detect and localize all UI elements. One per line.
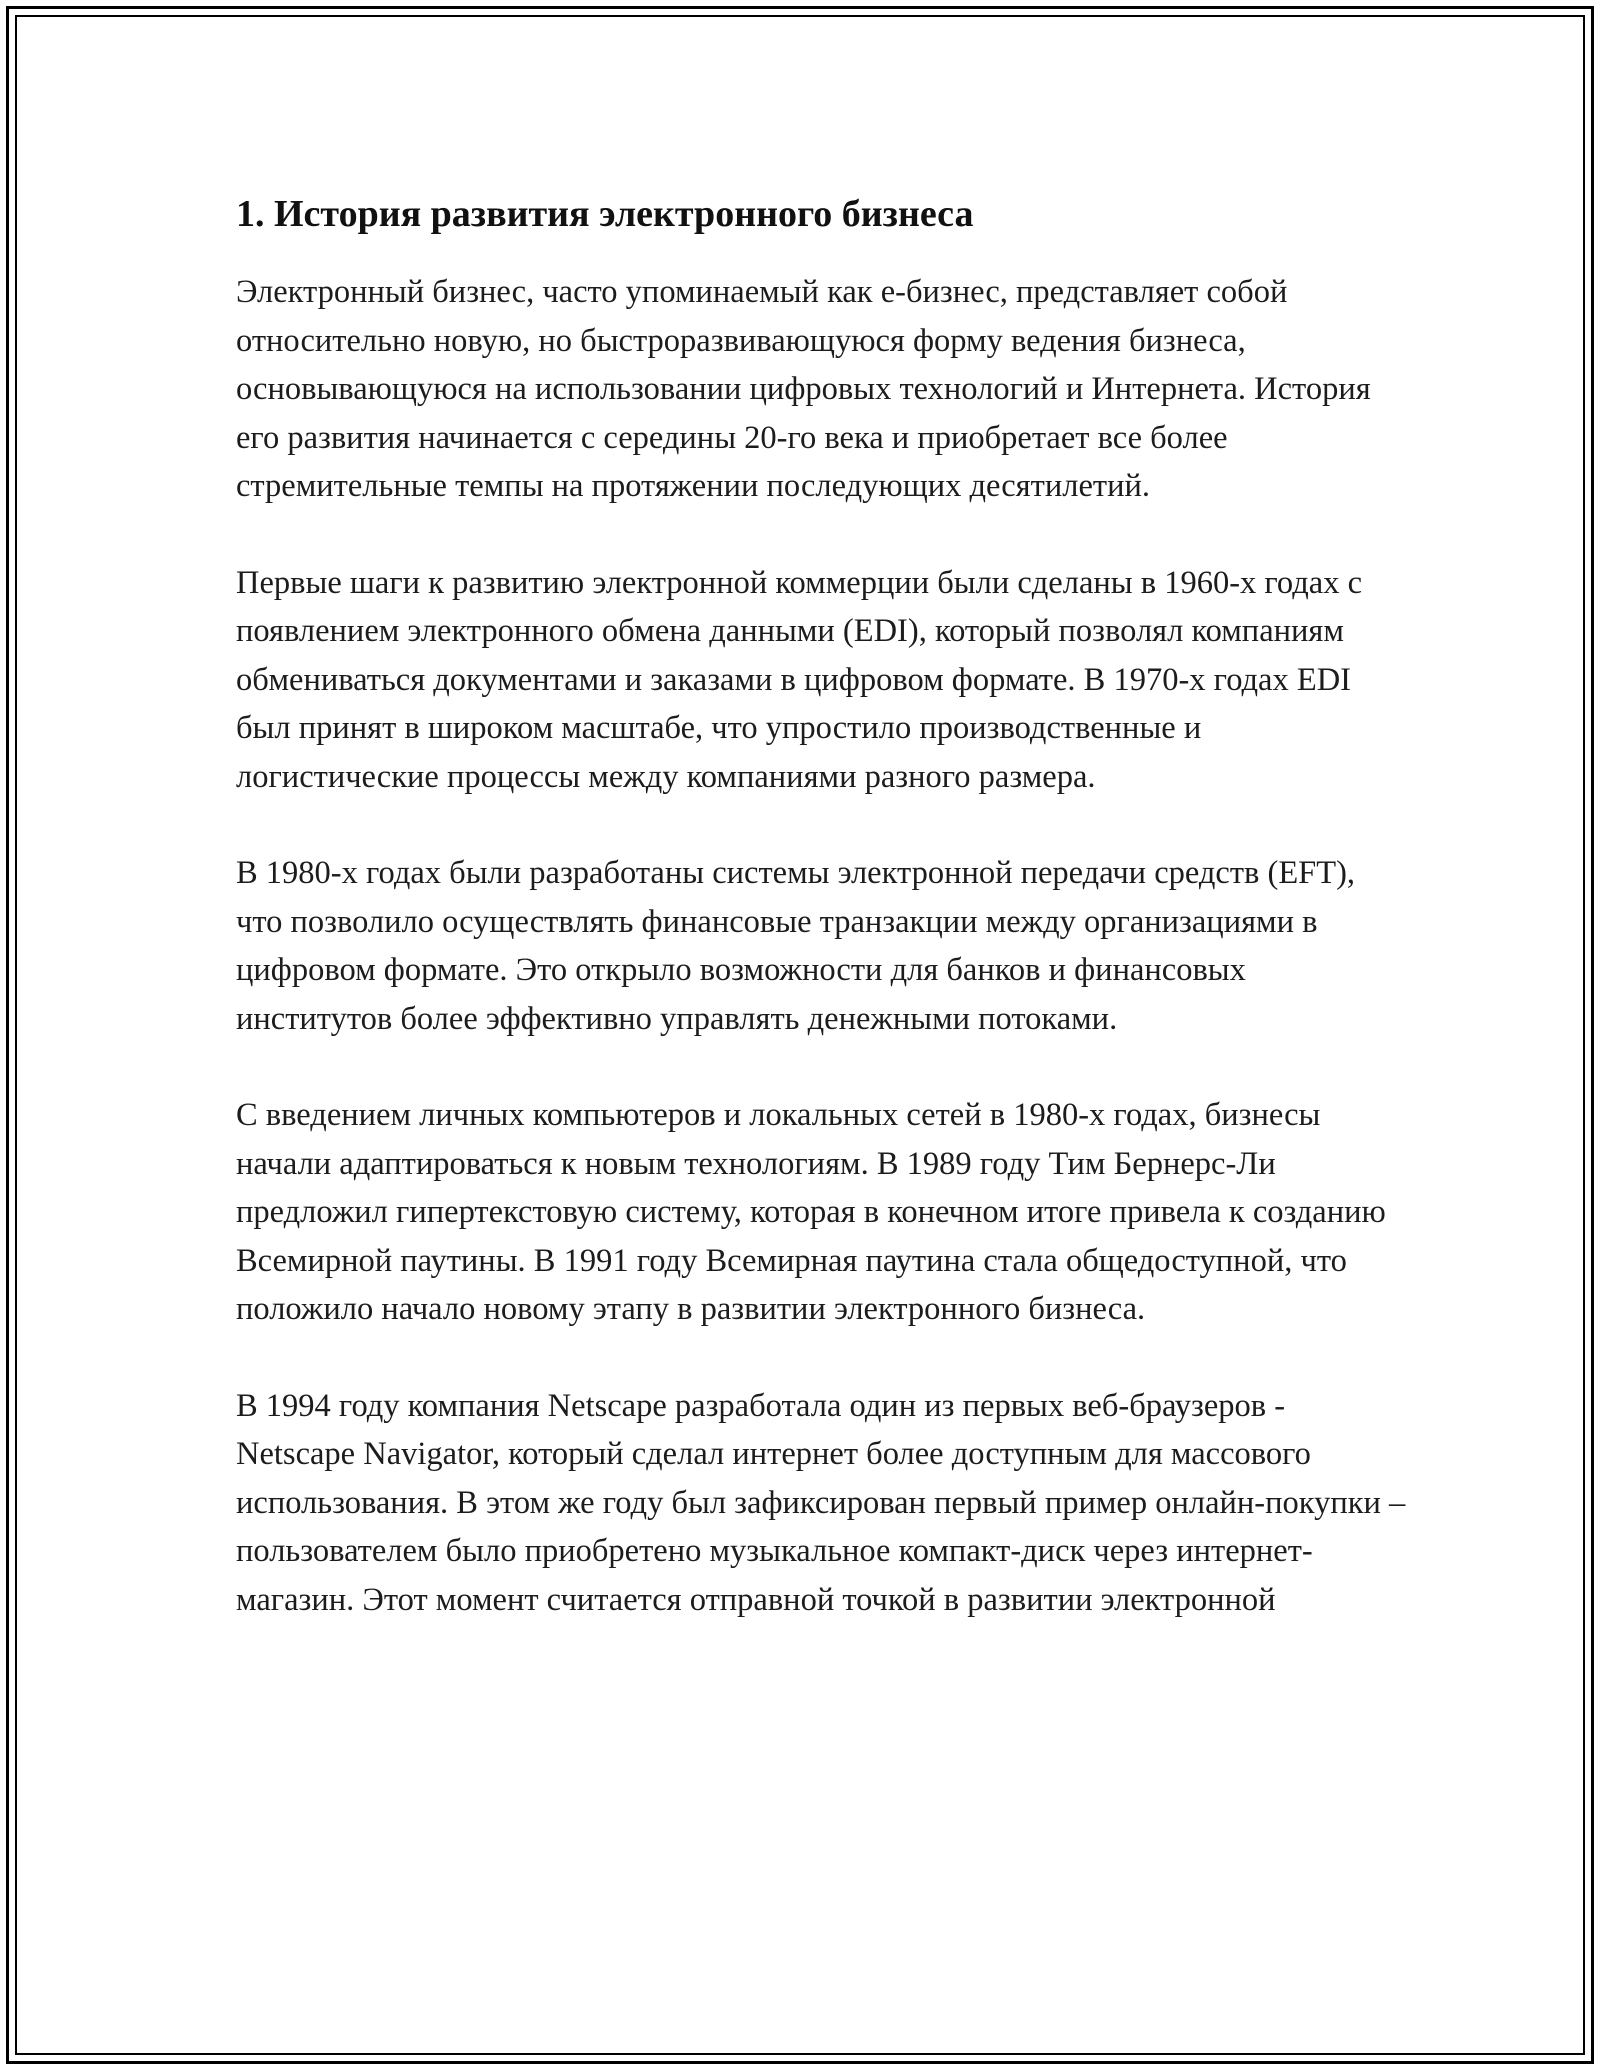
- paragraph-2: Первые шаги к развитию электронной коммерции были сделаны в 1960-х годах с появлением электронного обмена данными (EDI), который позволял компаниям обмениваться документами и заказами в цифровом формате. В 1970-х годах EDI был принят в широком масштабе, что упростило производственные и логистические процессы между компаниями разного размера.: [236, 564, 1362, 795]
- document-body: [236, 188, 1406, 1672]
- paragraph-4: С введением личных компьютеров и локальных сетей в 1980-х годах, бизнесы начали адаптироваться к новым технологиям. В 1989 году Тим Бернерс-Ли предложил гипертекстовую систему, которая в конечном итоге привела к созданию Всемирной паутины. В 1991 году Всемирная паутина стала общедоступной, что положило начало новому этапу в развитии электронного бизнеса.: [236, 1097, 1386, 1327]
- section-heading: 1. История развития электронного бизнеса: [236, 193, 974, 235]
- paragraph-3: В 1980-х годах были разработаны системы электронной передачи средств (EFT), что позволило осуществлять финансовые транзакции между организациями в цифровом формате. Это открыло возможности для банков и финансовых институтов более эффективно управлять денежными потоками.: [236, 855, 1356, 1037]
- paragraph-1: Электронный бизнес, часто упоминаемый как e-бизнес, представляет собой относительно новую, но быстроразвивающуюся форму ведения бизнеса, основывающуюся на использовании цифровых технологий и Интернета. История его развития начинается с середины 20-го века и приобретает все более стремительные темпы на протяжении последующих десятилетий.: [236, 274, 1371, 504]
- paragraph-5: В 1994 году компания Netscape разработала один из первых веб-браузеров - Netscape Navigator, который сделал интернет более доступным для массового использования. В этом же году был зафиксирован первый пример онлайн-покупки – пользователем было приобретено музыкальное компакт-диск через интернет-магазин. Этот момент считается отправной точкой в развитии электронной: [236, 1387, 1406, 1618]
